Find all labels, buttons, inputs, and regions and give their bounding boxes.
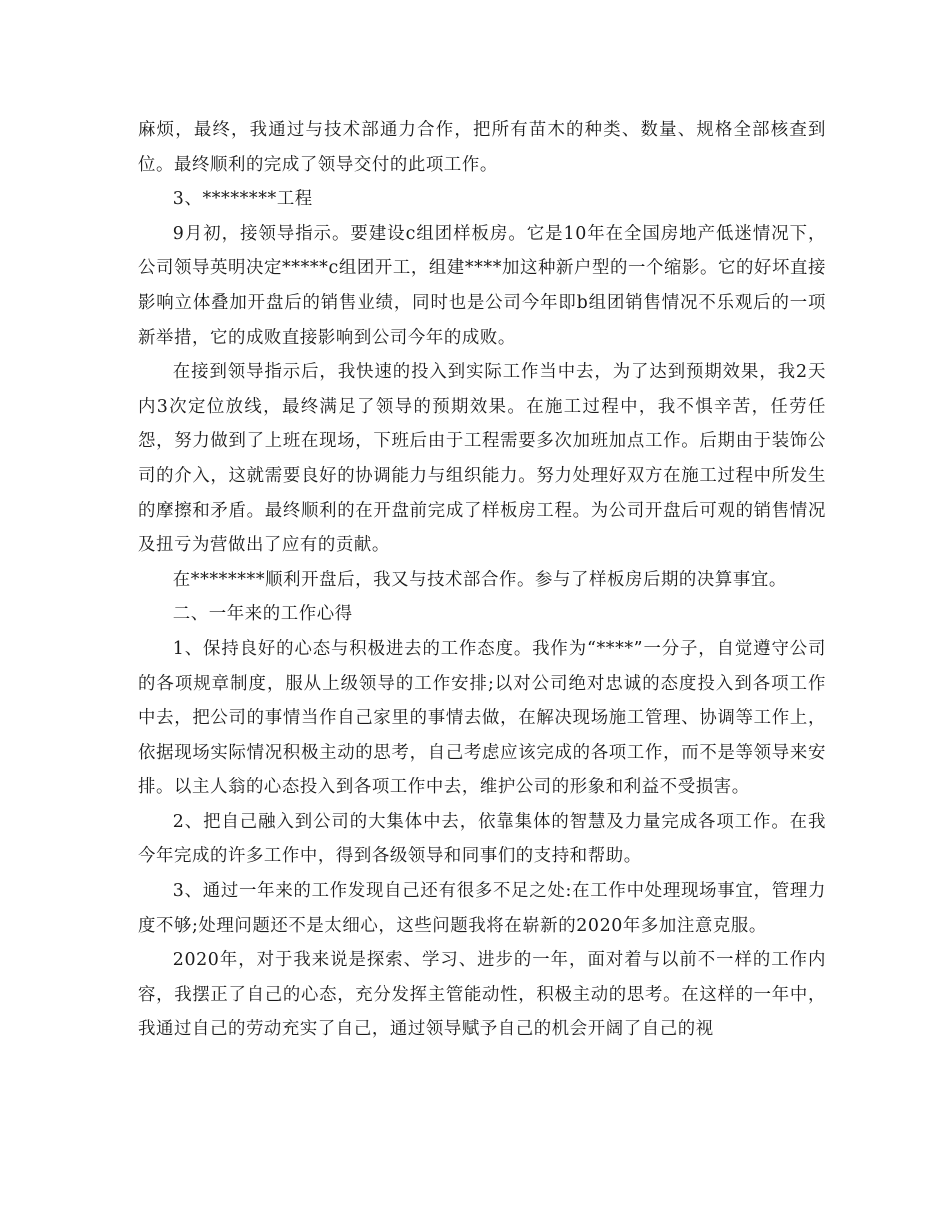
paragraph: 2020年，对于我来说是探索、学习、进步的一年，面对着与以前不一样的工作内容，我摆正了自己的心态，充分发挥主管能动性，积极主动的思考。在这样的一年中，我通过自己的劳动充实了自己，通过领导赋予自己的机会开阔了自己的视 xyxy=(138,950,826,1040)
paragraph: 2、把自己融入到公司的大集体中去，依靠集体的智慧及力量完成各项工作。在我今年完成的许多工作中，得到各级领导和同事们的支持和帮助。 xyxy=(138,811,826,867)
paragraph: 9月初，接领导指示。要建设c组团样板房。它是10年在全国房地产低迷情况下，公司领导英明决定*****c组团开工，组建****加这种新户型的一个缩影。它的好坏直接影响立体叠加开盘后的销售业绩，同时也是公司今年即b组团销售情况不乐观后的一项新举措，它的成败直接影响到公司今年的成败。 xyxy=(138,223,826,348)
section-heading-project: 3、********工程 xyxy=(172,189,313,210)
paragraph: 3、通过一年来的工作发现自己还有很多不足之处:在工作中处理现场事宜，管理力度不够;处理问题还不是太细心，这些问题我将在崭新的2020年多加注意克服。 xyxy=(138,881,826,936)
section-heading-experience: 二、一年来的工作心得 xyxy=(172,604,353,625)
paragraph-continuation: 麻烦，最终，我通过与技术部通力合作，把所有苗木的种类、数量、规格全部核查到位。最终顺利的完成了领导交付的此项工作。 xyxy=(138,120,826,175)
document-body xyxy=(138,113,826,1047)
paragraph: 在********顺利开盘后，我又与技术部合作。参与了样板房后期的决算事宜。 xyxy=(172,569,787,590)
paragraph: 在接到领导指示后，我快速的投入到实际工作当中去，为了达到预期效果，我2天内3次定位放线，最终满足了领导的预期效果。在施工过程中，我不惧辛苦，任劳任怨，努力做到了上班在现场，下班后由于工程需要多次加班加点工作。后期由于装饰公司的介入，这就需要良好的协调能力与组织能力。努力处理好双方在施工过程中所发生的摩擦和矛盾。最终顺利的在开盘前完成了样板房工程。为公司开盘后可观的销售情况及扭亏为营做出了应有的贡献。 xyxy=(138,362,826,556)
paragraph: 1、保持良好的心态与积极进去的工作态度。我作为“****”一分子，自觉遵守公司的各项规章制度，服从上级领导的工作安排;以对公司绝对忠诚的态度投入到各项工作中去，把公司的事情当作自己家里的事情去做，在解决现场施工管理、协调等工作上，依据现场实际情况积极主动的思考，自己考虑应该完成的各项工作，而不是等领导来安排。以主人翁的心态投入到各项工作中去，维护公司的形象和利益不受损害。 xyxy=(138,638,826,798)
